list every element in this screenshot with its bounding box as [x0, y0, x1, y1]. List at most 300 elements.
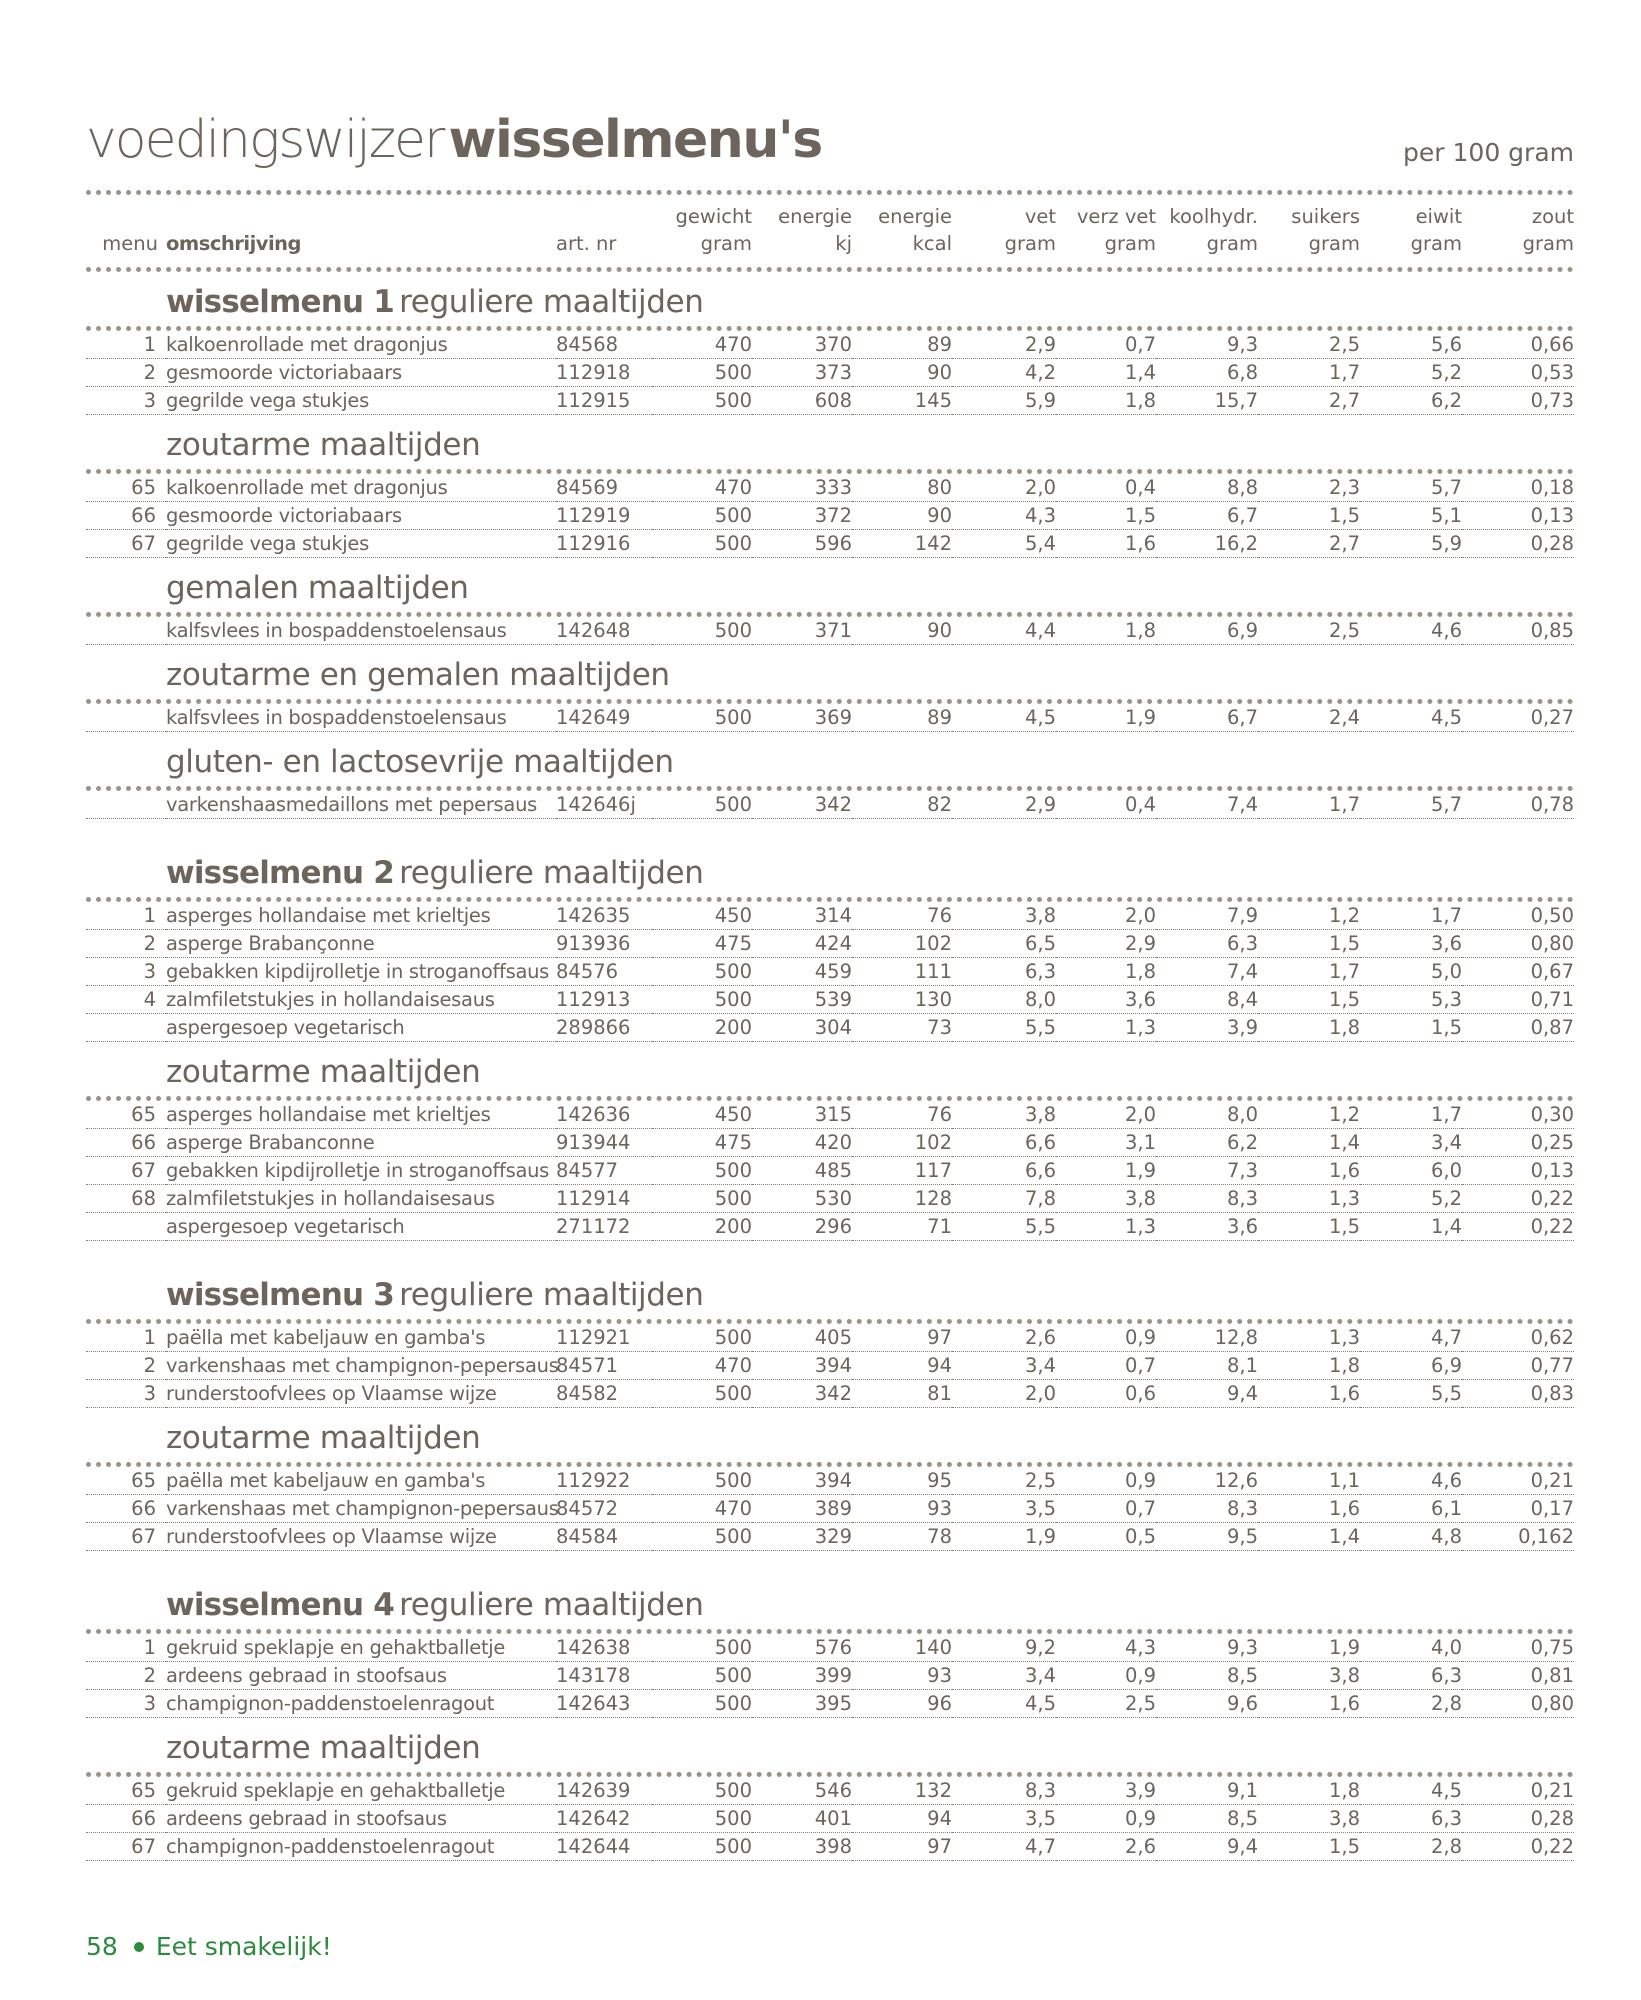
- section-title: [86, 1408, 1574, 1462]
- col-menu: menu: [102, 232, 158, 255]
- cell-zout: 0,28: [1462, 530, 1574, 558]
- table-row: [86, 1101, 1574, 1129]
- cell-koolhydr: 15,7: [1156, 387, 1258, 415]
- cell-suikers: 1,6: [1258, 1495, 1360, 1523]
- cell-zout: 0,75: [1462, 1634, 1574, 1662]
- col-vet: vet gram: [1004, 205, 1056, 255]
- cell-energie-kj: 420: [752, 1129, 852, 1157]
- cell-verz-vet: 1,4: [1056, 359, 1156, 387]
- cell-art-nr: 913936: [556, 930, 652, 958]
- cell-gewicht: 500: [652, 1380, 752, 1408]
- table-row: [86, 704, 1574, 732]
- cell-zout: 0,22: [1462, 1185, 1574, 1213]
- cell-art-nr: 271172: [556, 1213, 652, 1241]
- cell-art-nr: 84577: [556, 1157, 652, 1185]
- nutrition-table: [86, 1777, 1574, 1861]
- cell-vet: 4,5: [952, 1690, 1056, 1718]
- cell-description: varkenshaasmedaillons met pepersaus: [166, 791, 556, 819]
- cell-vet: 2,5: [952, 1467, 1056, 1495]
- menus-container: [86, 272, 1574, 1861]
- cell-koolhydr: 8,3: [1156, 1185, 1258, 1213]
- menu-title-light: reguliere maaltijden: [399, 1277, 704, 1313]
- col-zout: zout gram: [1522, 205, 1574, 255]
- cell-suikers: 1,6: [1258, 1157, 1360, 1185]
- cell-verz-vet: 1,3: [1056, 1014, 1156, 1042]
- cell-suikers: 1,7: [1258, 958, 1360, 986]
- cell-energie-kcal: 132: [852, 1777, 952, 1805]
- cell-verz-vet: 0,4: [1056, 474, 1156, 502]
- cell-energie-kcal: 89: [852, 704, 952, 732]
- cell-energie-kcal: 89: [852, 331, 952, 359]
- cell-koolhydr: 3,9: [1156, 1014, 1258, 1042]
- cell-suikers: 1,4: [1258, 1129, 1360, 1157]
- cell-verz-vet: 1,8: [1056, 387, 1156, 415]
- cell-energie-kcal: 94: [852, 1352, 952, 1380]
- cell-koolhydr: 6,2: [1156, 1129, 1258, 1157]
- menu-title-bold: wisselmenu 2: [166, 855, 395, 891]
- cell-menu-nr: 3: [86, 1380, 166, 1408]
- cell-verz-vet: 1,9: [1056, 704, 1156, 732]
- cell-art-nr: 84576: [556, 958, 652, 986]
- cell-description: ardeens gebraad in stoofsaus: [166, 1662, 556, 1690]
- cell-gewicht: 475: [652, 1129, 752, 1157]
- cell-eiwit: 4,5: [1360, 704, 1462, 732]
- cell-description: aspergesoep vegetarisch: [166, 1014, 556, 1042]
- table-row: [86, 1213, 1574, 1241]
- cell-description: gekruid speklapje en gehaktballetje: [166, 1777, 556, 1805]
- cell-energie-kj: 576: [752, 1634, 852, 1662]
- cell-menu-nr: 67: [86, 1157, 166, 1185]
- cell-description: gesmoorde victoriabaars: [166, 502, 556, 530]
- cell-eiwit: 4,7: [1360, 1324, 1462, 1352]
- cell-zout: 0,21: [1462, 1777, 1574, 1805]
- cell-description: ardeens gebraad in stoofsaus: [166, 1805, 556, 1833]
- cell-vet: 3,8: [952, 902, 1056, 930]
- cell-koolhydr: 7,4: [1156, 958, 1258, 986]
- cell-zout: 0,21: [1462, 1467, 1574, 1495]
- cell-gewicht: 450: [652, 1101, 752, 1129]
- cell-description: zalmfiletstukjes in hollandaisesaus: [166, 986, 556, 1014]
- cell-zout: 0,67: [1462, 958, 1574, 986]
- cell-art-nr: 142643: [556, 1690, 652, 1718]
- cell-zout: 0,27: [1462, 704, 1574, 732]
- cell-koolhydr: 7,3: [1156, 1157, 1258, 1185]
- cell-zout: 0,162: [1462, 1523, 1574, 1551]
- cell-vet: 4,5: [952, 704, 1056, 732]
- cell-description: runderstoofvlees op Vlaamse wijze: [166, 1380, 556, 1408]
- cell-menu-nr: 1: [86, 1634, 166, 1662]
- cell-art-nr: 112914: [556, 1185, 652, 1213]
- cell-eiwit: 5,2: [1360, 359, 1462, 387]
- footer: [86, 1932, 332, 1961]
- cell-vet: 3,4: [952, 1662, 1056, 1690]
- cell-description: kalfsvlees in bospaddenstoelensaus: [166, 704, 556, 732]
- cell-zout: 0,85: [1462, 617, 1574, 645]
- cell-art-nr: 142648: [556, 617, 652, 645]
- cell-eiwit: 4,6: [1360, 617, 1462, 645]
- table-row: [86, 1185, 1574, 1213]
- table-row: [86, 1380, 1574, 1408]
- nutrition-table: [86, 617, 1574, 645]
- cell-menu-nr: 2: [86, 1662, 166, 1690]
- table-row: [86, 530, 1574, 558]
- cell-suikers: 2,5: [1258, 617, 1360, 645]
- col-verz-vet: verz vet gram: [1076, 205, 1156, 255]
- cell-verz-vet: 3,1: [1056, 1129, 1156, 1157]
- cell-energie-kcal: 82: [852, 791, 952, 819]
- cell-gewicht: 500: [652, 1662, 752, 1690]
- cell-menu-nr: 4: [86, 986, 166, 1014]
- cell-energie-kcal: 128: [852, 1185, 952, 1213]
- cell-vet: 8,3: [952, 1777, 1056, 1805]
- cell-art-nr: 84572: [556, 1495, 652, 1523]
- cell-energie-kj: 370: [752, 331, 852, 359]
- cell-eiwit: 4,5: [1360, 1777, 1462, 1805]
- cell-energie-kj: 485: [752, 1157, 852, 1185]
- table-row: [86, 387, 1574, 415]
- cell-koolhydr: 6,7: [1156, 704, 1258, 732]
- cell-vet: 5,5: [952, 1213, 1056, 1241]
- cell-gewicht: 500: [652, 1185, 752, 1213]
- cell-menu-nr: 65: [86, 1101, 166, 1129]
- cell-art-nr: 142635: [556, 902, 652, 930]
- cell-vet: 6,5: [952, 930, 1056, 958]
- cell-energie-kcal: 94: [852, 1805, 952, 1833]
- cell-gewicht: 500: [652, 1157, 752, 1185]
- cell-verz-vet: 1,6: [1056, 530, 1156, 558]
- cell-art-nr: 142639: [556, 1777, 652, 1805]
- cell-art-nr: 84582: [556, 1380, 652, 1408]
- table-row: [86, 986, 1574, 1014]
- cell-energie-kj: 371: [752, 617, 852, 645]
- cell-gewicht: 500: [652, 1777, 752, 1805]
- cell-energie-kj: 372: [752, 502, 852, 530]
- cell-energie-kj: 369: [752, 704, 852, 732]
- cell-suikers: 1,5: [1258, 1213, 1360, 1241]
- cell-eiwit: 5,0: [1360, 958, 1462, 986]
- col-koolhydr: koolhydr. gram: [1169, 205, 1258, 255]
- cell-eiwit: 5,2: [1360, 1185, 1462, 1213]
- cell-art-nr: 142642: [556, 1805, 652, 1833]
- table-row: [86, 1634, 1574, 1662]
- menu-title: [86, 272, 1574, 326]
- cell-suikers: 2,4: [1258, 704, 1360, 732]
- cell-koolhydr: 12,8: [1156, 1324, 1258, 1352]
- table-row: [86, 1495, 1574, 1523]
- cell-verz-vet: 2,0: [1056, 902, 1156, 930]
- cell-gewicht: 470: [652, 1352, 752, 1380]
- cell-eiwit: 5,9: [1360, 530, 1462, 558]
- cell-zout: 0,17: [1462, 1495, 1574, 1523]
- cell-art-nr: 112916: [556, 530, 652, 558]
- table-row: [86, 930, 1574, 958]
- cell-koolhydr: 9,3: [1156, 331, 1258, 359]
- cell-verz-vet: 1,9: [1056, 1157, 1156, 1185]
- cell-art-nr: 84571: [556, 1352, 652, 1380]
- cell-art-nr: 112915: [556, 387, 652, 415]
- cell-description: paëlla met kabeljauw en gamba's: [166, 1324, 556, 1352]
- cell-energie-kcal: 90: [852, 359, 952, 387]
- table-row: [86, 1324, 1574, 1352]
- cell-energie-kj: 401: [752, 1805, 852, 1833]
- table-row: [86, 1129, 1574, 1157]
- cell-vet: 8,0: [952, 986, 1056, 1014]
- menu-title-bold: wisselmenu 1: [166, 284, 395, 320]
- cell-energie-kcal: 145: [852, 387, 952, 415]
- cell-eiwit: 4,0: [1360, 1634, 1462, 1662]
- cell-description: gekruid speklapje en gehaktballetje: [166, 1634, 556, 1662]
- cell-description: asperge Brabançonne: [166, 930, 556, 958]
- cell-art-nr: 143178: [556, 1662, 652, 1690]
- nutrition-table: [86, 1101, 1574, 1241]
- cell-verz-vet: 3,8: [1056, 1185, 1156, 1213]
- cell-description: varkenshaas met champignon-pepersaus: [166, 1352, 556, 1380]
- cell-koolhydr: 8,1: [1156, 1352, 1258, 1380]
- cell-koolhydr: 9,5: [1156, 1523, 1258, 1551]
- cell-zout: 0,22: [1462, 1833, 1574, 1861]
- cell-verz-vet: 0,6: [1056, 1380, 1156, 1408]
- column-header: [86, 195, 1574, 257]
- cell-eiwit: 6,9: [1360, 1352, 1462, 1380]
- cell-description: kalfsvlees in bospaddenstoelensaus: [166, 617, 556, 645]
- cell-suikers: 1,2: [1258, 1101, 1360, 1129]
- table-row: [86, 958, 1574, 986]
- cell-description: zalmfiletstukjes in hollandaisesaus: [166, 1185, 556, 1213]
- cell-zout: 0,13: [1462, 1157, 1574, 1185]
- table-row: [86, 902, 1574, 930]
- cell-description: kalkoenrollade met dragonjus: [166, 331, 556, 359]
- cell-suikers: 3,8: [1258, 1662, 1360, 1690]
- section-title-text: zoutarme maaltijden: [166, 427, 481, 463]
- table-row: [86, 1523, 1574, 1551]
- cell-energie-kj: 329: [752, 1523, 852, 1551]
- cell-koolhydr: 8,4: [1156, 986, 1258, 1014]
- menu-title-light: reguliere maaltijden: [399, 284, 704, 320]
- cell-art-nr: 112921: [556, 1324, 652, 1352]
- cell-energie-kcal: 78: [852, 1523, 952, 1551]
- cell-suikers: 1,2: [1258, 902, 1360, 930]
- cell-zout: 0,30: [1462, 1101, 1574, 1129]
- cell-verz-vet: 2,9: [1056, 930, 1156, 958]
- col-omschrijving: omschrijving: [166, 232, 301, 255]
- cell-suikers: 1,5: [1258, 1833, 1360, 1861]
- cell-menu-nr: 3: [86, 387, 166, 415]
- cell-gewicht: 500: [652, 1690, 752, 1718]
- cell-vet: 3,5: [952, 1495, 1056, 1523]
- cell-eiwit: 1,7: [1360, 1101, 1462, 1129]
- cell-verz-vet: 0,7: [1056, 1495, 1156, 1523]
- cell-menu-nr: 65: [86, 1777, 166, 1805]
- cell-energie-kcal: 97: [852, 1833, 952, 1861]
- cell-suikers: 3,8: [1258, 1805, 1360, 1833]
- cell-suikers: 1,7: [1258, 791, 1360, 819]
- table-row: [86, 1014, 1574, 1042]
- cell-energie-kcal: 71: [852, 1213, 952, 1241]
- cell-art-nr: 142638: [556, 1634, 652, 1662]
- section-title-text: zoutarme maaltijden: [166, 1730, 481, 1766]
- cell-art-nr: 142646j: [556, 791, 652, 819]
- cell-suikers: 2,7: [1258, 530, 1360, 558]
- cell-suikers: 1,1: [1258, 1467, 1360, 1495]
- table-row: [86, 1833, 1574, 1861]
- cell-verz-vet: 0,9: [1056, 1324, 1156, 1352]
- cell-menu-nr: [86, 617, 166, 645]
- page-title-light: voedingswijzer: [86, 110, 444, 170]
- cell-energie-kcal: 142: [852, 530, 952, 558]
- cell-description: gegrilde vega stukjes: [166, 387, 556, 415]
- cell-energie-kcal: 80: [852, 474, 952, 502]
- cell-zout: 0,25: [1462, 1129, 1574, 1157]
- section-title-text: zoutarme en gemalen maaltijden: [166, 657, 670, 693]
- cell-eiwit: 3,4: [1360, 1129, 1462, 1157]
- cell-suikers: 1,5: [1258, 930, 1360, 958]
- cell-energie-kcal: 81: [852, 1380, 952, 1408]
- cell-menu-nr: 65: [86, 474, 166, 502]
- cell-eiwit: 1,5: [1360, 1014, 1462, 1042]
- cell-gewicht: 500: [652, 986, 752, 1014]
- cell-energie-kcal: 90: [852, 617, 952, 645]
- menu-title: [86, 1265, 1574, 1319]
- cell-menu-nr: [86, 1014, 166, 1042]
- cell-suikers: 2,3: [1258, 474, 1360, 502]
- nutrition-table: [86, 474, 1574, 558]
- col-suikers: suikers gram: [1291, 205, 1360, 255]
- cell-description: champignon-paddenstoelenragout: [166, 1833, 556, 1861]
- cell-verz-vet: 1,8: [1056, 617, 1156, 645]
- cell-energie-kcal: 93: [852, 1495, 952, 1523]
- cell-vet: 2,6: [952, 1324, 1056, 1352]
- section-title: [86, 1718, 1574, 1772]
- footer-text: Eet smakelijk!: [155, 1932, 332, 1961]
- cell-koolhydr: 7,9: [1156, 902, 1258, 930]
- cell-menu-nr: 2: [86, 1352, 166, 1380]
- cell-energie-kj: 546: [752, 1777, 852, 1805]
- cell-suikers: 1,3: [1258, 1185, 1360, 1213]
- cell-gewicht: 475: [652, 930, 752, 958]
- cell-zout: 0,13: [1462, 502, 1574, 530]
- cell-menu-nr: 1: [86, 1324, 166, 1352]
- cell-description: gebakken kipdijrolletje in stroganoffsaus: [166, 1157, 556, 1185]
- cell-verz-vet: 0,5: [1056, 1523, 1156, 1551]
- cell-verz-vet: 1,5: [1056, 502, 1156, 530]
- cell-menu-nr: 67: [86, 1523, 166, 1551]
- cell-verz-vet: 2,0: [1056, 1101, 1156, 1129]
- cell-vet: 2,9: [952, 331, 1056, 359]
- cell-vet: 2,9: [952, 791, 1056, 819]
- cell-energie-kcal: 76: [852, 1101, 952, 1129]
- cell-eiwit: 6,3: [1360, 1662, 1462, 1690]
- cell-gewicht: 500: [652, 1467, 752, 1495]
- per-100-gram-label: per 100 gram: [1403, 138, 1574, 167]
- cell-art-nr: 142649: [556, 704, 652, 732]
- cell-koolhydr: 8,5: [1156, 1662, 1258, 1690]
- cell-energie-kj: 530: [752, 1185, 852, 1213]
- cell-suikers: 1,8: [1258, 1014, 1360, 1042]
- cell-koolhydr: 6,7: [1156, 502, 1258, 530]
- cell-gewicht: 500: [652, 530, 752, 558]
- cell-description: gebakken kipdijrolletje in stroganoffsaus: [166, 958, 556, 986]
- cell-gewicht: 500: [652, 387, 752, 415]
- cell-art-nr: 142636: [556, 1101, 652, 1129]
- cell-koolhydr: 9,3: [1156, 1634, 1258, 1662]
- cell-menu-nr: 66: [86, 1805, 166, 1833]
- cell-eiwit: 2,8: [1360, 1833, 1462, 1861]
- cell-gewicht: 500: [652, 1634, 752, 1662]
- cell-suikers: 1,7: [1258, 359, 1360, 387]
- cell-art-nr: 913944: [556, 1129, 652, 1157]
- table-row: [86, 617, 1574, 645]
- cell-vet: 9,2: [952, 1634, 1056, 1662]
- cell-menu-nr: 66: [86, 502, 166, 530]
- cell-zout: 0,83: [1462, 1380, 1574, 1408]
- cell-zout: 0,80: [1462, 930, 1574, 958]
- cell-energie-kj: 394: [752, 1352, 852, 1380]
- cell-zout: 0,77: [1462, 1352, 1574, 1380]
- cell-eiwit: 6,3: [1360, 1805, 1462, 1833]
- cell-suikers: 1,5: [1258, 986, 1360, 1014]
- cell-koolhydr: 6,8: [1156, 359, 1258, 387]
- table-row: [86, 331, 1574, 359]
- cell-zout: 0,50: [1462, 902, 1574, 930]
- cell-suikers: 1,6: [1258, 1690, 1360, 1718]
- cell-art-nr: 112913: [556, 986, 652, 1014]
- cell-energie-kj: 342: [752, 791, 852, 819]
- cell-menu-nr: 68: [86, 1185, 166, 1213]
- cell-zout: 0,87: [1462, 1014, 1574, 1042]
- section-title-text: gemalen maaltijden: [166, 570, 469, 606]
- cell-description: asperges hollandaise met krieltjes: [166, 902, 556, 930]
- cell-vet: 3,5: [952, 1805, 1056, 1833]
- cell-energie-kj: 389: [752, 1495, 852, 1523]
- cell-eiwit: 2,8: [1360, 1690, 1462, 1718]
- cell-description: kalkoenrollade met dragonjus: [166, 474, 556, 502]
- cell-art-nr: 112922: [556, 1467, 652, 1495]
- col-energie-kj: energie kj: [778, 205, 852, 255]
- table-row: [86, 791, 1574, 819]
- nutrition-table: [86, 1634, 1574, 1718]
- table-row: [86, 1777, 1574, 1805]
- cell-gewicht: 500: [652, 1833, 752, 1861]
- cell-menu-nr: 65: [86, 1467, 166, 1495]
- cell-energie-kj: 304: [752, 1014, 852, 1042]
- cell-description: gegrilde vega stukjes: [166, 530, 556, 558]
- cell-koolhydr: 6,3: [1156, 930, 1258, 958]
- cell-vet: 6,6: [952, 1129, 1056, 1157]
- cell-gewicht: 200: [652, 1014, 752, 1042]
- cell-koolhydr: 6,9: [1156, 617, 1258, 645]
- section-title: [86, 645, 1574, 699]
- cell-menu-nr: 66: [86, 1129, 166, 1157]
- table-row: [86, 474, 1574, 502]
- cell-energie-kj: 395: [752, 1690, 852, 1718]
- cell-energie-kcal: 97: [852, 1324, 952, 1352]
- cell-suikers: 2,7: [1258, 387, 1360, 415]
- col-artnr: art. nr: [556, 232, 617, 255]
- cell-energie-kj: 342: [752, 1380, 852, 1408]
- nutrition-table: [86, 1324, 1574, 1408]
- cell-suikers: 1,3: [1258, 1324, 1360, 1352]
- cell-energie-kj: 314: [752, 902, 852, 930]
- cell-menu-nr: 67: [86, 530, 166, 558]
- cell-verz-vet: 4,3: [1056, 1634, 1156, 1662]
- table-row: [86, 502, 1574, 530]
- cell-vet: 1,9: [952, 1523, 1056, 1551]
- cell-description: runderstoofvlees op Vlaamse wijze: [166, 1523, 556, 1551]
- title-row: [86, 110, 1574, 190]
- cell-energie-kcal: 96: [852, 1690, 952, 1718]
- cell-gewicht: 500: [652, 617, 752, 645]
- cell-zout: 0,22: [1462, 1213, 1574, 1241]
